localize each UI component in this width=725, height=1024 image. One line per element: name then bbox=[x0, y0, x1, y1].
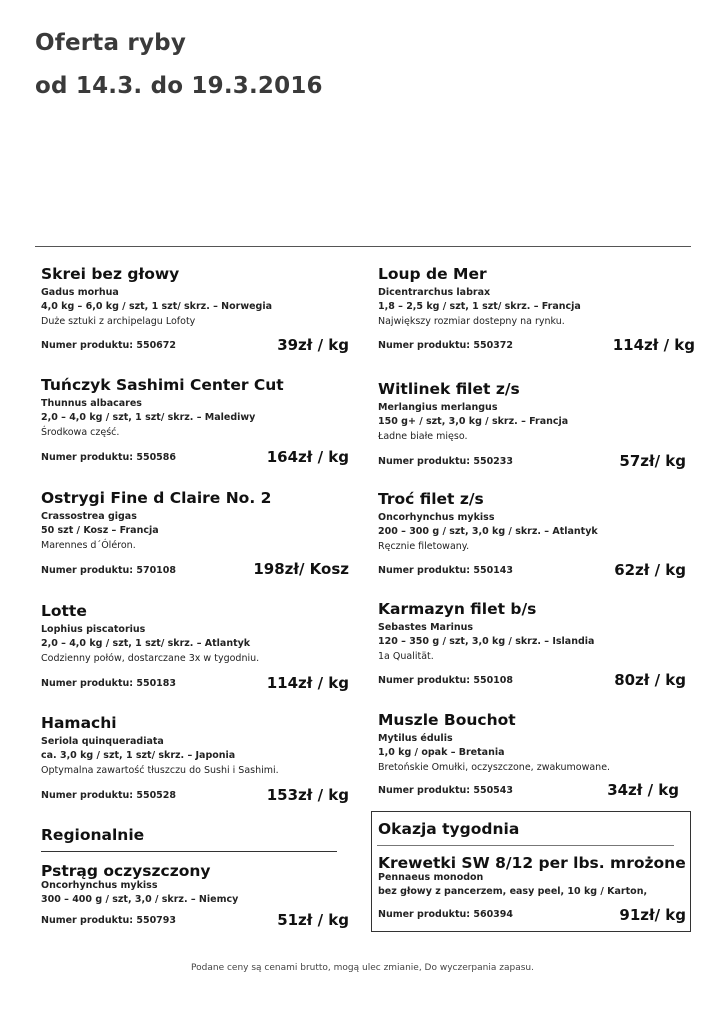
product-spec: 2,0 – 4,0 kg / szt, 1 szt/ skrz. – Malediwy bbox=[41, 412, 256, 423]
product-number: Numer produktu: 550108 bbox=[378, 675, 514, 686]
product-desc: 1a Qualität. bbox=[378, 651, 434, 662]
product-name: Skrei bez głowy bbox=[41, 265, 180, 283]
product-price: 57zł/ kg bbox=[619, 452, 686, 470]
offer-dates: od 14.3. do 19.3.2016 bbox=[35, 73, 323, 99]
product-item bbox=[378, 599, 696, 664]
product-item bbox=[378, 379, 696, 444]
weekly-deal-divider bbox=[377, 845, 674, 846]
product-latin: Thunnus albacares bbox=[41, 398, 142, 409]
product-item bbox=[41, 375, 359, 440]
product-name: Tuńczyk Sashimi Center Cut bbox=[41, 376, 284, 394]
regional-divider bbox=[41, 851, 337, 852]
product-name: Pstrąg oczyszczony bbox=[41, 862, 211, 880]
product-desc: Bretońskie Omułki, oczyszczone, zwakumowane. bbox=[378, 762, 611, 773]
product-price: 153zł / kg bbox=[266, 786, 349, 804]
product-desc: Duże sztuki z archipelagu Lofoty bbox=[41, 316, 196, 327]
product-name: Lotte bbox=[41, 602, 87, 620]
product-desc: Marennes d´Óléron. bbox=[41, 540, 136, 551]
product-spec: 120 – 350 g / szt, 3,0 kg / skrz. – Islandia bbox=[378, 636, 595, 647]
product-latin: Merlangius merlangus bbox=[378, 402, 498, 413]
product-item bbox=[41, 713, 359, 778]
product-price: 62zł / kg bbox=[614, 561, 686, 579]
product-latin: Dicentrarchus labrax bbox=[378, 287, 491, 298]
product-spec: bez głowy z pancerzem, easy peel, 10 kg / Karton, bbox=[378, 886, 648, 897]
product-desc: Optymalna zawartość tłuszczu do Sushi i Sashimi. bbox=[41, 765, 279, 776]
product-price: 164zł / kg bbox=[266, 448, 349, 466]
weekly-deal-heading: Okazja tygodnia bbox=[378, 820, 520, 838]
product-item bbox=[41, 264, 359, 329]
product-latin: Oncorhynchus mykiss bbox=[41, 880, 158, 891]
product-desc: Ręcznie filetowany. bbox=[378, 541, 470, 552]
product-name: Loup de Mer bbox=[378, 265, 487, 283]
product-name: Ostrygi Fine d Claire No. 2 bbox=[41, 489, 272, 507]
product-item bbox=[41, 488, 359, 553]
product-latin: Lophius piscatorius bbox=[41, 624, 146, 635]
product-desc: Codzienny połów, dostarczane 3x w tygodniu. bbox=[41, 653, 260, 664]
product-spec: 1,8 – 2,5 kg / szt, 1 szt/ skrz. – Francja bbox=[378, 301, 581, 312]
product-price: 198zł/ Kosz bbox=[253, 560, 349, 578]
product-spec: 1,0 kg / opak – Bretania bbox=[378, 747, 505, 758]
product-spec: 150 g+ / szt, 3,0 kg / skrz. – Francja bbox=[378, 416, 569, 427]
product-number: Numer produktu: 550793 bbox=[41, 915, 177, 926]
product-item bbox=[378, 710, 696, 775]
product-desc: Ładne białe mięso. bbox=[378, 431, 468, 442]
product-spec: 50 szt / Kosz – Francja bbox=[41, 525, 159, 536]
product-item bbox=[378, 489, 696, 554]
product-name: Krewetki SW 8/12 per lbs. mrożone bbox=[378, 854, 686, 872]
product-number: Numer produktu: 550143 bbox=[378, 565, 514, 576]
product-latin: Seriola quinqueradiata bbox=[41, 736, 164, 747]
product-spec: 2,0 – 4,0 kg / szt, 1 szt/ skrz. – Atlantyk bbox=[41, 638, 251, 649]
product-name: Muszle Bouchot bbox=[378, 711, 516, 729]
product-latin: Oncorhynchus mykiss bbox=[378, 512, 495, 523]
product-price: 114zł / kg bbox=[266, 674, 349, 692]
product-price: 114zł / kg bbox=[612, 336, 695, 354]
regional-heading: Regionalnie bbox=[41, 826, 145, 844]
product-price: 34zł / kg bbox=[607, 781, 679, 799]
product-price: 80zł / kg bbox=[614, 671, 686, 689]
product-name: Witlinek filet z/s bbox=[378, 380, 520, 398]
product-price: 51zł / kg bbox=[277, 911, 349, 929]
product-number: Numer produktu: 550233 bbox=[378, 456, 514, 467]
product-name: Troć filet z/s bbox=[378, 490, 484, 508]
product-price: 39zł / kg bbox=[277, 336, 349, 354]
footer-note: Podane ceny są cenami brutto, mogą ulec zmianie, Do wyczerpania zapasu. bbox=[191, 963, 534, 973]
product-latin: Mytilus édulis bbox=[378, 733, 453, 744]
product-spec: 200 – 300 g / szt, 3,0 kg / skrz. – Atlantyk bbox=[378, 526, 598, 537]
header-divider bbox=[35, 246, 691, 247]
product-latin: Crassostrea gigas bbox=[41, 511, 137, 522]
product-number: Numer produktu: 560394 bbox=[378, 909, 514, 920]
product-number: Numer produktu: 550372 bbox=[378, 340, 514, 351]
deal-product bbox=[378, 853, 696, 899]
product-number: Numer produktu: 550586 bbox=[41, 452, 177, 463]
product-spec: 4,0 kg – 6,0 kg / szt, 1 szt/ skrz. – Norwegia bbox=[41, 301, 273, 312]
product-name: Hamachi bbox=[41, 714, 117, 732]
product-number: Numer produktu: 570108 bbox=[41, 565, 177, 576]
page-title: Oferta ryby bbox=[35, 30, 187, 56]
product-number: Numer produktu: 550543 bbox=[378, 785, 514, 796]
product-latin: Gadus morhua bbox=[41, 287, 119, 298]
product-spec: ca. 3,0 kg / szt, 1 szt/ skrz. – Japonia bbox=[41, 750, 236, 761]
product-price: 91zł/ kg bbox=[619, 906, 686, 924]
product-item bbox=[41, 601, 359, 666]
product-item bbox=[378, 264, 696, 329]
product-desc: Największy rozmiar dostepny na rynku. bbox=[378, 316, 565, 327]
product-name: Karmazyn filet b/s bbox=[378, 600, 537, 618]
regional-product bbox=[41, 861, 359, 907]
product-latin: Pennaeus monodon bbox=[378, 872, 484, 883]
product-latin: Sebastes Marinus bbox=[378, 622, 474, 633]
product-number: Numer produktu: 550528 bbox=[41, 790, 177, 801]
product-number: Numer produktu: 550672 bbox=[41, 340, 177, 351]
product-desc: Środkowa część. bbox=[41, 427, 120, 438]
product-spec: 300 – 400 g / szt, 3,0 / skrz. – Niemcy bbox=[41, 894, 239, 905]
product-number: Numer produktu: 550183 bbox=[41, 678, 177, 689]
